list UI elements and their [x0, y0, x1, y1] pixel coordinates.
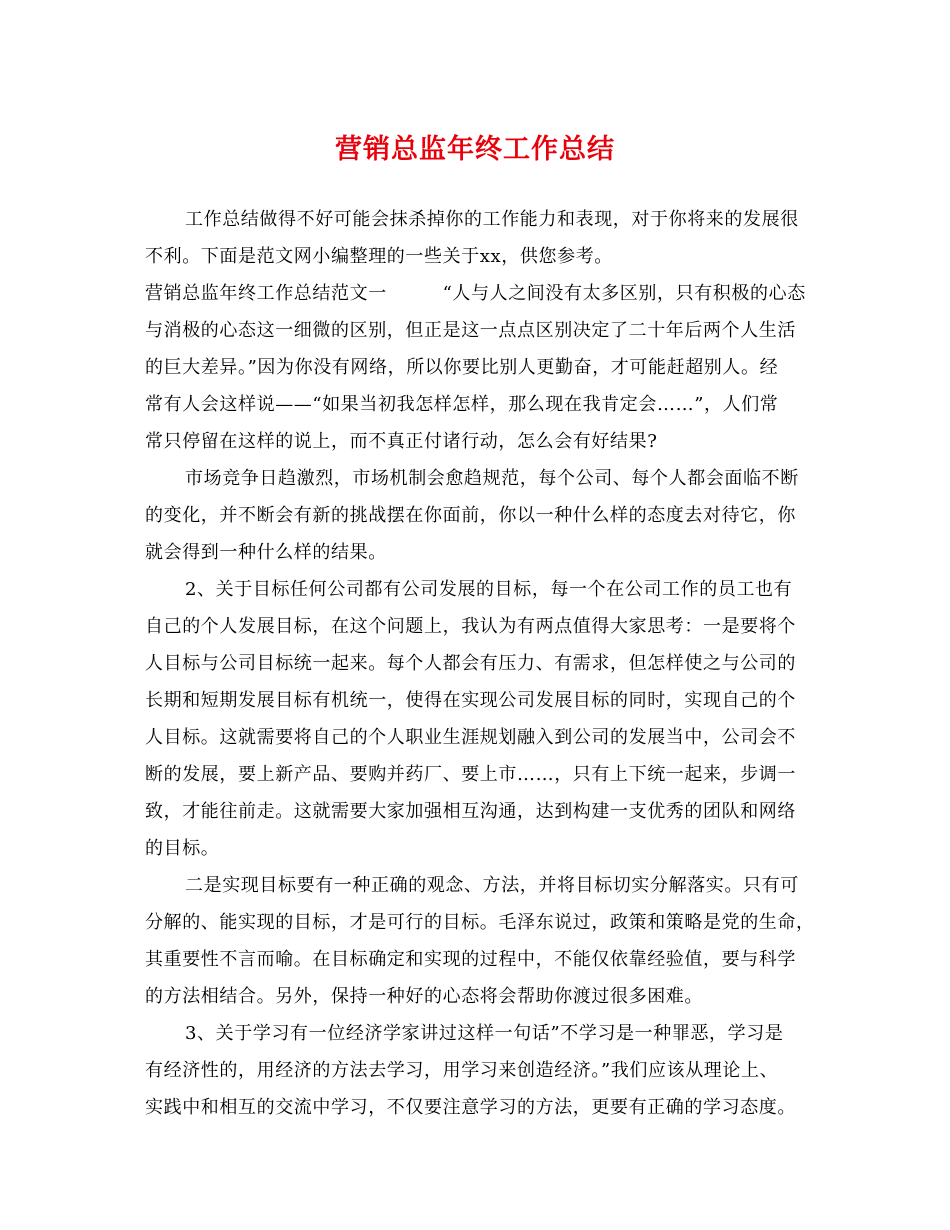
paragraph-line: 实践中和相互的交流中学习，不仅要注意学习的方法，更要有正确的学习态度。 [145, 1097, 796, 1118]
paragraph-line: 自己的个人发展目标，在这个问题上，我认为有两点值得大家思考：一是要将个 [145, 616, 796, 637]
paragraph-line: 人目标与公司目标统一起来。每个人都会有压力、有需求，但怎样使之与公司的 [145, 653, 796, 674]
paragraph-line: 人目标。这就需要将自己的个人职业生涯规划融入到公司的发展当中，公司会不 [145, 727, 796, 748]
paragraph-line: 致，才能往前走。这就需要大家加强相互沟通，达到构建一支优秀的团队和网络 [145, 801, 796, 822]
paragraph-line: 常有人会这样说——“如果当初我怎样怎样，那么现在我肯定会……”，人们常 [145, 394, 779, 415]
document-title: 营销总监年终工作总结 [335, 134, 615, 165]
paragraph-line: 3、关于学习有一位经济学家讲过这样一句话”不学习是一种罪恶，学习是 [185, 1023, 784, 1044]
paragraph-line: 不利。下面是范文网小编整理的一些关于xx，供您参考。 [145, 246, 613, 267]
paragraph-line: 分解的、能实现的目标，才是可行的目标。毛泽东说过，政策和策略是党的生命， [145, 912, 815, 933]
paragraph-line: 的目标。 [145, 838, 220, 859]
paragraph-line: 的方法相结合。另外，保持一种好的心态将会帮助你渡过很多困难。 [145, 986, 703, 1007]
paragraph-line: 就会得到一种什么样的结果。 [145, 542, 387, 563]
paragraph-line: 常只停留在这样的说上，而不真正付诸行动，怎么会有好结果? [145, 431, 658, 452]
paragraph-line: 市场竞争日趋激烈，市场机制会愈趋规范，每个公司、每个人都会面临不断 [185, 468, 799, 489]
paragraph-line: 工作总结做得不好可能会抹杀掉你的工作能力和表现，对于你将来的发展很 [185, 209, 799, 230]
paragraph-line: 有经济性的，用经济的方法去学习，用学习来创造经济。”我们应该从理论上、 [145, 1060, 779, 1081]
paragraph-line: 2、关于目标任何公司都有公司发展的目标，每一个在公司工作的员工也有 [185, 579, 793, 600]
paragraph-line: 的巨大差异。”因为你没有网络，所以你要比别人更勤奋，才可能赶超别人。经 [145, 357, 779, 378]
paragraph-line: 其重要性不言而喻。在目标确定和实现的过程中，不能仅依靠经验值，要与科学 [145, 949, 796, 970]
paragraph-line: 长期和短期发展目标有机统一，使得在实现公司发展目标的同时，实现自己的个 [145, 690, 796, 711]
paragraph-line: 断的发展，要上新产品、要购并药厂、要上市……，只有上下统一起来，步调一 [145, 764, 796, 785]
paragraph-line: 与消极的心态这一细微的区别，但正是这一点点区别决定了二十年后两个人生活 [145, 320, 796, 341]
paragraph-line: 营销总监年终工作总结范文一 “人与人之间没有太多区别，只有积极的心态 [145, 283, 806, 304]
paragraph-line: 的变化，并不断会有新的挑战摆在你面前，你以一种什么样的态度去对待它，你 [145, 505, 796, 526]
paragraph-line: 二是实现目标要有一种正确的观念、方法，并将目标切实分解落实。只有可 [185, 875, 799, 896]
